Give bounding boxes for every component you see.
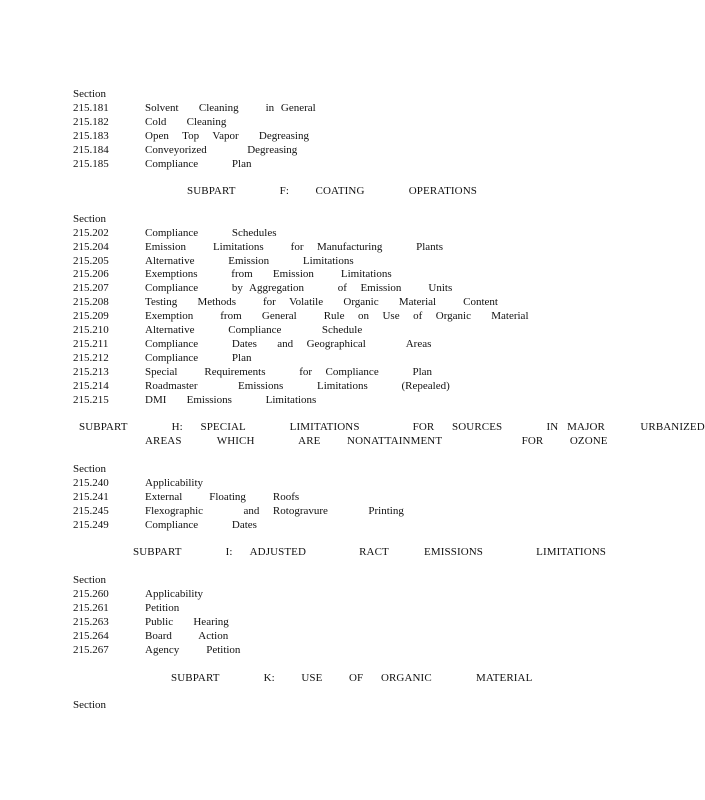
section-title: Special Requirements for Compliance Plan [145,366,433,378]
section-number: 215.264 [73,630,109,642]
section-title: Solvent Cleaning in General [145,102,316,114]
section-number: 215.184 [73,144,109,156]
section-title: Roadmaster Emissions Limitations (Repealed) [145,380,450,392]
section-title: Applicability [145,588,204,600]
section-number: 215.209 [73,310,109,322]
section-number: 215.213 [73,366,109,378]
section-title: Exemptions from Emission Limitations [145,268,392,280]
subpart-heading: SUBPART K: USE OF ORGANIC MATERIAL [171,672,533,684]
section-number: 215.214 [73,380,109,392]
section-title: External Floating Roofs [145,491,300,503]
subpart-heading-continued: AREAS WHICH ARE NONATTAINMENT FOR OZONE [145,435,608,447]
section-title: Compliance Plan [145,352,252,364]
section-number: 215.249 [73,519,109,531]
section-number: 215.263 [73,616,109,628]
section-number: 215.241 [73,491,109,503]
section-number: 215.207 [73,282,109,294]
section-number: 215.202 [73,227,109,239]
section-number: 215.211 [73,338,109,350]
section-label: Section [73,213,106,225]
section-number: 215.208 [73,296,109,308]
section-title: Open Top Vapor Degreasing [145,130,309,142]
section-number: 215.206 [73,268,109,280]
section-title: Testing Methods for Volatile Organic Material Content [145,296,498,308]
section-title: Public Hearing [145,616,229,628]
section-title: Conveyorized Degreasing [145,144,298,156]
section-label: Section [73,463,106,475]
section-title: Alternative Emission Limitations [145,255,354,267]
subpart-heading: SUBPART F: COATING OPERATIONS [187,185,477,197]
section-number: 215.183 [73,130,109,142]
section-number: 215.245 [73,505,109,517]
section-number: 215.212 [73,352,109,364]
section-title: Board Action [145,630,229,642]
section-label: Section [73,574,106,586]
section-title: Compliance Plan [145,158,252,170]
section-title: Alternative Compliance Schedule [145,324,363,336]
section-title: Applicability [145,477,204,489]
subpart-heading: SUBPART H: SPECIAL LIMITATIONS FOR SOURCES IN MAJOR URBANIZED [79,421,705,433]
section-number: 215.210 [73,324,109,336]
subpart-heading: SUBPART I: ADJUSTED RACT EMISSIONS LIMITATIONS [133,546,607,558]
section-title: Flexographic and Rotogravure Printing [145,505,404,517]
section-label: Section [73,88,106,100]
section-number: 215.181 [73,102,109,114]
section-number: 215.260 [73,588,109,600]
section-number: 215.185 [73,158,109,170]
section-title: Compliance Dates and Geographical Areas [145,338,432,350]
section-title: DMI Emissions Limitations [145,394,317,406]
section-number: 215.182 [73,116,109,128]
section-number: 215.205 [73,255,109,267]
section-title: Compliance Dates [145,519,257,531]
section-title: Cold Cleaning [145,116,227,128]
section-title: Emission Limitations for Manufacturing Plants [145,241,444,253]
section-title: Agency Petition [145,644,241,656]
section-title: Exemption from General Rule on Use of Organic Material [145,310,529,322]
section-number: 215.267 [73,644,109,656]
section-title: Compliance by Aggregation of Emission Units [145,282,453,294]
section-number: 215.261 [73,602,109,614]
section-number: 215.204 [73,241,109,253]
section-number: 215.240 [73,477,109,489]
section-label: Section [73,699,106,711]
section-title: Compliance Schedules [145,227,277,239]
section-title: Petition [145,602,180,614]
section-number: 215.215 [73,394,109,406]
